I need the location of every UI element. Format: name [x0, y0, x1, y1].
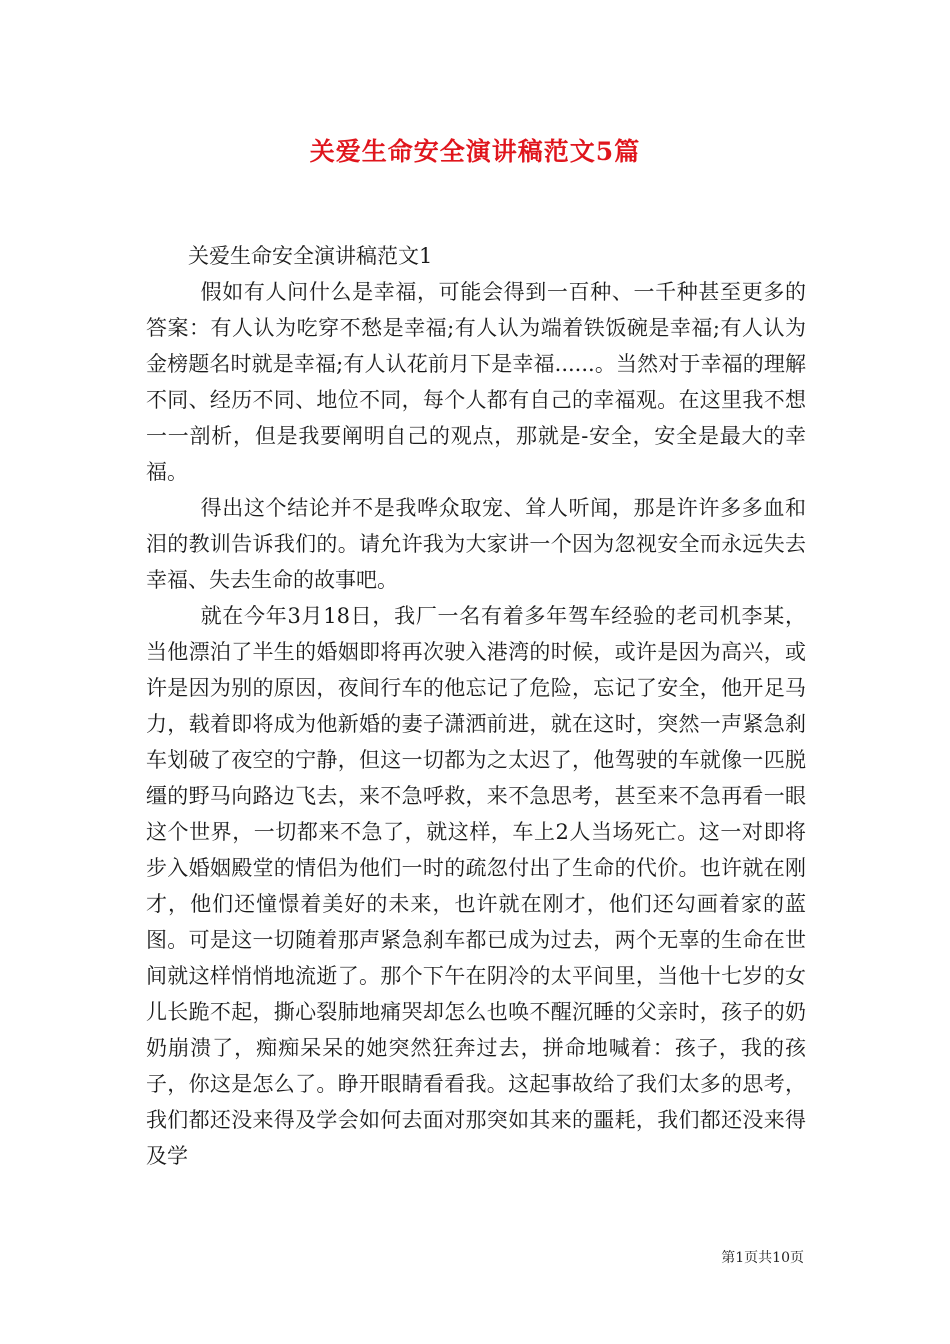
section-heading: 关爱生命安全演讲稿范文1	[188, 244, 433, 268]
document-title: 关爱生命安全演讲稿范文5篇	[309, 137, 641, 166]
page-number-footer: 第1页共10页	[721, 1250, 804, 1266]
paragraph-1: 假如有人问什么是幸福，可能会得到一百种、一千种甚至更多的答案：有人认为吃穿不愁是幸福;有人认为端着铁饭碗是幸福;有人认为金榜题名时就是幸福;有人认花前月下是幸福......。当然对于幸福的理解不同、经历不同、地位不同，每个人都有自己的幸福观。在这里我不想一一剖析，但是我要阐明自己的观点，那就是-安全，安全是最大的幸福。	[146, 280, 806, 484]
paragraph-2: 得出这个结论并不是我哗众取宠、耸人听闻，那是许许多多血和泪的教训告诉我们的。请允许我为大家讲一个因为忽视安全而永远失去幸福、失去生命的故事吧。	[146, 496, 806, 592]
paragraph-3: 就在今年3月18日，我厂一名有着多年驾车经验的老司机李某，当他漂泊了半生的婚姻即将再次驶入港湾的时候，或许是因为高兴，或许是因为别的原因，夜间行车的他忘记了危险，忘记了安全，他开足马力，载着即将成为他新婚的妻子潇洒前进，就在这时，突然一声紧急刹车划破了夜空的宁静，但这一切都为之太迟了，他驾驶的车就像一匹脱缰的野马向路边飞去，来不急呼救，来不急思考，甚至来不急再看一眼这个世界，一切都来不急了，就这样，车上2人当场死亡。这一对即将步入婚姻殿堂的情侣为他们一时的疏忽付出了生命的代价。也许就在刚才，他们还憧憬着美好的未来，也许就在刚才，他们还勾画着家的蓝图。可是这一切随着那声紧急刹车都已成为过去，两个无辜的生命在世间就这样悄悄地流逝了。那个下午在阴冷的太平间里，当他十七岁的女儿长跪不起，撕心裂肺地痛哭却怎么也唤不醒沉睡的父亲时，孩子的奶奶崩溃了，痴痴呆呆的她突然狂奔过去，拼命地喊着：孩子，我的孩子，你这是怎么了。睁开眼睛看看我。这起事故给了我们太多的思考，我们都还没来得及学会如何去面对那突如其来的噩耗，我们都还没来得及学	[146, 604, 806, 1168]
document-body	[146, 238, 806, 1174]
